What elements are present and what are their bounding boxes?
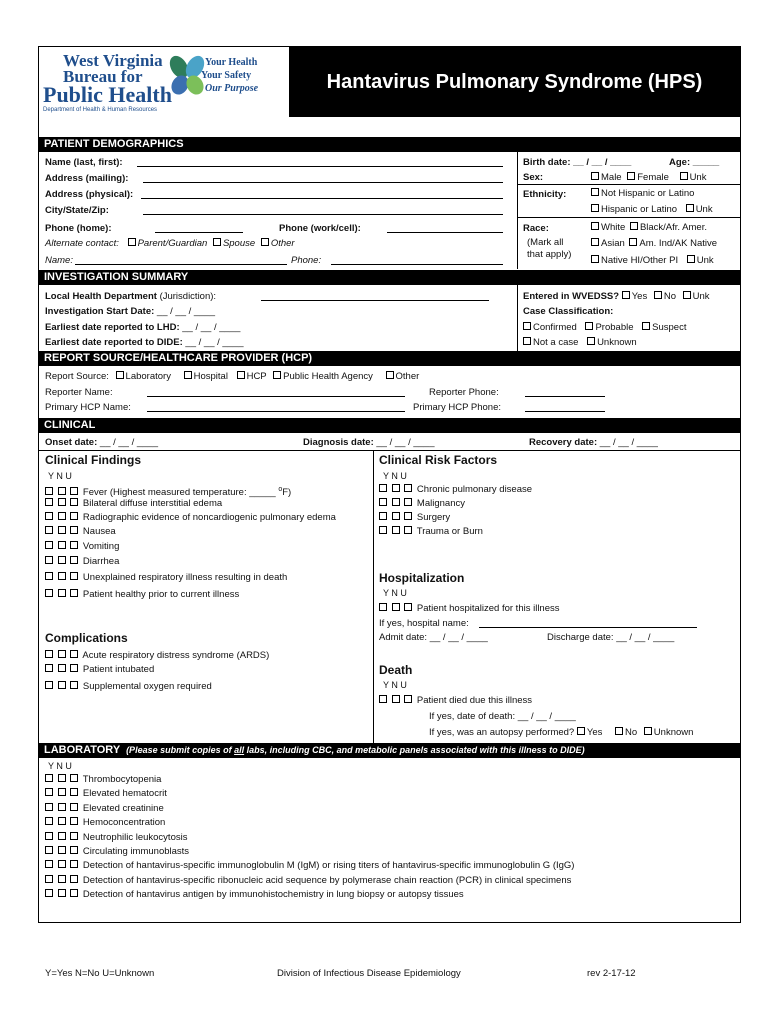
eth-hispanic-row	[591, 204, 713, 215]
hosp-title: Hospitalization	[379, 571, 465, 585]
lab-item-7[interactable]	[45, 875, 571, 886]
sex-male[interactable]: Male	[591, 172, 622, 183]
death-item[interactable]: Patient died due this illness	[379, 695, 532, 706]
lhd-field[interactable]	[261, 300, 489, 301]
discharge-row: Discharge date: __ / __ / ____	[547, 632, 675, 643]
checkbox[interactable]	[45, 889, 53, 897]
section-investigation: INVESTIGATION SUMMARY	[39, 270, 740, 285]
admit-field[interactable]: __ / __ / ____	[429, 632, 488, 643]
finding-label: Vomiting	[82, 541, 120, 552]
hosp-name-field[interactable]	[479, 627, 697, 628]
checkbox[interactable]	[58, 541, 66, 549]
lab-item-6[interactable]	[45, 860, 574, 871]
checkbox[interactable]	[45, 860, 53, 868]
checkbox[interactable]	[45, 788, 53, 796]
alt-name-field[interactable]	[75, 264, 287, 265]
death-yn-header: Y N U	[383, 680, 407, 690]
section-laboratory: LABORATORY (Please submit copies of all labs, including CBC, and metabolic panels associated with this illness to DIDE)	[39, 743, 740, 758]
lab-item-label: Detection of hantavirus-specific ribonucleic acid sequence by polymerase chain reaction (PCR) in clinical specimens	[82, 875, 572, 886]
comp-ards[interactable]: Acute respiratory distress syndrome (ARDS)	[45, 650, 269, 661]
checkbox[interactable]	[70, 774, 78, 782]
checkbox[interactable]	[45, 572, 53, 580]
org-line3: Public Health	[43, 82, 172, 107]
findings-yn-header: Y N U	[48, 471, 72, 481]
alt-other-option[interactable]: Other	[261, 238, 295, 249]
risk-title: Clinical Risk Factors	[379, 453, 498, 467]
lhd-suffix: (Jurisdiction):	[159, 291, 217, 302]
alt-phone-label: Phone:	[291, 255, 322, 266]
checkbox[interactable]	[70, 572, 78, 580]
source-row	[45, 371, 419, 382]
finding-1[interactable]	[45, 512, 336, 523]
checkbox[interactable]	[70, 817, 78, 825]
finding-3[interactable]	[45, 541, 119, 552]
risk-yn-header: Y N U	[383, 471, 407, 481]
phone-work-field[interactable]	[387, 232, 503, 233]
source-other[interactable]: Other	[386, 371, 420, 382]
hosp-name-label: If yes, hospital name:	[379, 618, 469, 629]
footer-legend: Y=Yes N=No U=Unknown	[45, 968, 155, 979]
org-line1: West Virginia	[63, 51, 163, 70]
checkbox[interactable]	[261, 238, 269, 246]
race-row-3	[591, 255, 714, 266]
source-hospital[interactable]: Hospital	[184, 371, 228, 382]
physical-label: Address (physical):	[45, 189, 134, 200]
checkbox[interactable]	[70, 512, 78, 520]
hcp-name-field[interactable]	[147, 411, 405, 412]
race-white[interactable]: White	[591, 222, 625, 233]
checkbox[interactable]	[45, 803, 53, 811]
alt-parent-option[interactable]: Parent/Guardian	[128, 238, 208, 249]
org-line2: Bureau for	[63, 67, 143, 86]
onset-row: Onset date: __ / __ / ____	[45, 437, 159, 448]
name-label: Name (last, first):	[45, 157, 123, 168]
checkbox[interactable]	[58, 832, 66, 840]
tagline-2: Your Safety	[201, 70, 252, 81]
onset-field[interactable]: __ / __ / ____	[99, 437, 159, 448]
start-date-field[interactable]: __ / __ / ____	[156, 306, 216, 317]
lhd-date-row	[45, 322, 240, 333]
alt-name-label: Name:	[45, 255, 73, 266]
sex-unk[interactable]: Unk	[680, 172, 707, 183]
lab-item-8[interactable]	[45, 889, 464, 900]
checkbox[interactable]	[45, 589, 53, 597]
finding-5[interactable]	[45, 572, 287, 583]
finding-0[interactable]	[45, 498, 222, 509]
checkbox[interactable]	[45, 541, 53, 549]
reporter-name-label: Reporter Name:	[45, 387, 113, 398]
race-nhpi[interactable]: Native HI/Other PI	[591, 255, 678, 266]
checkbox[interactable]	[45, 774, 53, 782]
case-row-1	[523, 322, 686, 333]
checkbox[interactable]	[70, 832, 78, 840]
phone-home-field[interactable]	[155, 232, 243, 233]
risk-surgery[interactable]: Surgery	[379, 512, 450, 523]
checkbox[interactable]	[58, 589, 66, 597]
race-asian[interactable]: Asian	[591, 238, 625, 249]
eth-not-hispanic[interactable]: Not Hispanic or Latino	[591, 188, 694, 199]
race-row-2	[591, 238, 717, 249]
checkbox[interactable]	[45, 846, 53, 854]
finding-fever[interactable]: Fever (Highest measured temperature: _____ $^o$F)	[45, 484, 291, 498]
phone-work-label: Phone (work/cell):	[279, 223, 361, 234]
checkbox[interactable]	[128, 238, 136, 246]
lab-item-label: Detection of hantavirus antigen by immunohistochemistry in lung biopsy or autopsy tissues	[82, 889, 464, 900]
finding-label: Bilateral diffuse interstitial edema	[82, 498, 223, 509]
section-demographics: PATIENT DEMOGRAPHICS	[39, 137, 740, 152]
lhd-label: Local Health Department	[45, 291, 157, 302]
city-field[interactable]	[143, 214, 503, 215]
diagnosis-row: Diagnosis date: __ / __ / ____	[303, 437, 435, 448]
autopsy-unknown[interactable]: Unknown	[644, 727, 694, 738]
name-field[interactable]	[137, 166, 503, 167]
eth-unk[interactable]: Unk	[686, 204, 713, 215]
case-not[interactable]: Not a case	[523, 337, 578, 348]
lhd-date-field[interactable]: __ / __ / ____	[182, 322, 241, 333]
alt-phone-field[interactable]	[331, 264, 503, 265]
finding-label: Nausea	[82, 526, 116, 537]
case-class-label: Case Classification:	[523, 306, 614, 317]
sex-label: Sex:	[523, 172, 544, 183]
alt-contact-label: Alternate contact:	[45, 238, 119, 249]
race-label: Race:	[523, 223, 549, 234]
checkbox[interactable]	[45, 875, 53, 883]
lab-item-5[interactable]	[45, 846, 189, 857]
divider	[373, 450, 374, 743]
checkbox[interactable]	[70, 788, 78, 796]
finding-label: Patient healthy prior to current illness	[82, 589, 240, 600]
footer-division: Division of Infectious Disease Epidemiology	[277, 968, 461, 979]
divider	[517, 285, 518, 351]
start-row	[45, 306, 215, 317]
section-report: REPORT SOURCE/HEALTHCARE PROVIDER (HCP)	[39, 351, 740, 366]
discharge-field[interactable]: __ / __ / ____	[616, 632, 675, 643]
race-note-2: that apply)	[527, 249, 572, 260]
checkbox[interactable]	[70, 589, 78, 597]
finding-4[interactable]	[45, 556, 119, 567]
lab-item-label: Hemoconcentration	[82, 817, 166, 828]
divider	[517, 184, 740, 185]
lab-item-label: Neutrophilic leukocytosis	[82, 832, 188, 843]
reporter-phone-label: Reporter Phone:	[429, 387, 499, 398]
lab-item-label: Circulating immunoblasts	[82, 846, 190, 857]
city-label: City/State/Zip:	[45, 205, 109, 216]
physical-field[interactable]	[141, 198, 503, 199]
dide-date-field[interactable]: __ / __ / ____	[185, 337, 244, 348]
case-probable[interactable]: Probable	[585, 322, 633, 333]
checkbox[interactable]	[70, 556, 78, 564]
lab-item-label: Elevated creatinine	[82, 803, 164, 814]
source-pha[interactable]: Public Health Agency	[273, 371, 373, 382]
autopsy-yes[interactable]: Yes	[577, 727, 603, 738]
case-suspect[interactable]: Suspect	[642, 322, 686, 333]
source-label: Report Source:	[45, 371, 109, 382]
finding-label: Radiographic evidence of noncardiogenic pulmonary edema	[82, 512, 336, 523]
wvedss-yes[interactable]: Yes	[622, 291, 648, 302]
race-note-1: (Mark all	[527, 237, 564, 248]
wv-logo	[39, 47, 289, 117]
form-page	[38, 46, 741, 979]
alt-spouse-option[interactable]: Spouse	[213, 238, 255, 249]
source-hcp[interactable]: HCP	[237, 371, 267, 382]
checkbox[interactable]	[58, 512, 66, 520]
risk-trauma[interactable]: Trauma or Burn	[379, 526, 483, 537]
finding-label: Unexplained respiratory illness resulting in death	[82, 572, 288, 583]
case-row-2	[523, 337, 637, 348]
checkbox[interactable]	[58, 860, 66, 868]
checkbox[interactable]	[58, 846, 66, 854]
checkbox[interactable]	[70, 860, 78, 868]
mailing-field[interactable]	[143, 182, 503, 183]
hcp-phone-label: Primary HCP Phone:	[413, 402, 501, 413]
start-label: Investigation Start Date:	[45, 306, 155, 317]
checkbox[interactable]	[213, 238, 221, 246]
wvedss-label: Entered in WVEDSS?	[523, 291, 620, 302]
checkbox[interactable]	[58, 817, 66, 825]
hcp-name-label: Primary HCP Name:	[45, 402, 131, 413]
lab-item-2[interactable]	[45, 803, 164, 814]
checkbox[interactable]	[70, 846, 78, 854]
ethnicity-label: Ethnicity:	[523, 189, 567, 200]
finding-6[interactable]	[45, 589, 239, 600]
checkbox[interactable]	[58, 889, 66, 897]
source-lab[interactable]: Laboratory	[116, 371, 171, 382]
comp-intubated[interactable]: Patient intubated	[45, 664, 154, 675]
lab-item-0[interactable]	[45, 774, 161, 785]
race-unk[interactable]: Unk	[687, 255, 714, 266]
admit-row: Admit date: __ / __ / ____	[379, 632, 488, 643]
checkbox[interactable]	[70, 498, 78, 506]
checkbox[interactable]	[70, 875, 78, 883]
checkbox[interactable]	[45, 526, 53, 534]
divider	[517, 152, 518, 269]
checkbox[interactable]	[58, 498, 66, 506]
wvedss-no[interactable]: No	[654, 291, 676, 302]
autopsy-no[interactable]: No	[615, 727, 637, 738]
dide-date-label: Earliest date reported to DIDE:	[45, 337, 183, 348]
sex-female[interactable]: Female	[627, 172, 669, 183]
hosp-item[interactable]: Patient hospitalized for this illness	[379, 603, 560, 614]
case-confirmed[interactable]: Confirmed	[523, 322, 577, 333]
checkbox[interactable]	[45, 556, 53, 564]
checkbox[interactable]	[45, 832, 53, 840]
lab-yn-header: Y N U	[48, 761, 72, 771]
death-title: Death	[379, 663, 413, 677]
lab-item-1[interactable]	[45, 788, 167, 799]
reporter-phone-field[interactable]	[525, 396, 605, 397]
lab-item-4[interactable]	[45, 832, 187, 843]
risk-malignancy[interactable]: Malignancy	[379, 498, 465, 509]
checkbox[interactable]	[45, 498, 53, 506]
checkbox[interactable]	[70, 541, 78, 549]
divider	[517, 217, 740, 218]
death-date-row: If yes, date of death: __ / __ / ____	[429, 711, 576, 722]
checkbox[interactable]	[45, 512, 53, 520]
reporter-name-field[interactable]	[147, 396, 405, 397]
lab-item-label: Detection of hantavirus-specific immunoglobulin M (IgM) or rising titers of hantavirus-specific immunoglobulin G (IgG)	[82, 860, 575, 871]
wvedss-row	[523, 291, 710, 302]
checkbox[interactable]	[58, 788, 66, 796]
checkbox[interactable]	[58, 572, 66, 580]
lhd-date-label: Earliest date reported to LHD:	[45, 322, 180, 333]
comp-oxygen[interactable]: Supplemental oxygen required	[45, 681, 212, 692]
divider	[39, 450, 740, 451]
autopsy-row: If yes, was an autopsy performed? Yes No Unknown	[429, 727, 694, 738]
birth-date[interactable]: Birth date: __ / __ / ____	[523, 157, 632, 168]
checkbox[interactable]	[58, 803, 66, 811]
hcp-phone-field[interactable]	[525, 411, 605, 412]
lab-item-3[interactable]	[45, 817, 165, 828]
case-unknown[interactable]: Unknown	[587, 337, 637, 348]
footer-rev: rev 2-17-12	[587, 968, 636, 979]
checkbox[interactable]	[70, 889, 78, 897]
complications-title: Complications	[45, 631, 128, 645]
diagnosis-field[interactable]: __ / __ / ____	[376, 437, 435, 448]
wvedss-unk[interactable]: Unk	[683, 291, 710, 302]
race-black[interactable]: Black/Afr. Amer.	[630, 222, 707, 233]
lab-item-label: Thrombocytopenia	[82, 774, 162, 785]
tagline-1: Your Health	[205, 57, 258, 68]
tagline-3: Our Purpose	[205, 83, 259, 94]
checkbox[interactable]	[58, 875, 66, 883]
checkbox[interactable]	[58, 774, 66, 782]
phone-home-label: Phone (home):	[45, 223, 112, 234]
finding-2[interactable]	[45, 526, 116, 537]
sex-options	[591, 172, 706, 183]
finding-label: Diarrhea	[82, 556, 120, 567]
checkbox[interactable]	[45, 817, 53, 825]
death-date-field[interactable]: __ / __ / ____	[517, 711, 576, 722]
recovery-row: Recovery date: __ / __ / ____	[529, 437, 658, 448]
mailing-label: Address (mailing):	[45, 173, 129, 184]
checkbox[interactable]	[70, 803, 78, 811]
race-row-1	[591, 222, 707, 233]
checkbox[interactable]	[58, 526, 66, 534]
race-amind[interactable]: Am. Ind/AK Native	[629, 238, 717, 249]
form-title: Hantavirus Pulmonary Syndrome (HPS)	[289, 47, 740, 117]
age-field[interactable]: Age: _____	[669, 157, 720, 168]
eth-hispanic[interactable]: Hispanic or Latino	[591, 204, 677, 215]
hosp-yn-header: Y N U	[383, 588, 407, 598]
findings-title: Clinical Findings	[45, 453, 142, 467]
checkbox[interactable]	[70, 526, 78, 534]
lhd-row	[45, 291, 216, 302]
recovery-field[interactable]: __ / __ / ____	[599, 437, 658, 448]
dide-date-row	[45, 337, 244, 348]
lab-item-label: Elevated hematocrit	[82, 788, 167, 799]
checkbox[interactable]	[58, 556, 66, 564]
risk-pulmonary[interactable]: Chronic pulmonary disease	[379, 484, 532, 495]
section-clinical: CLINICAL	[39, 418, 740, 433]
alt-contact-row	[45, 238, 295, 249]
dept-line: Department of Health & Human Resources	[43, 107, 158, 113]
